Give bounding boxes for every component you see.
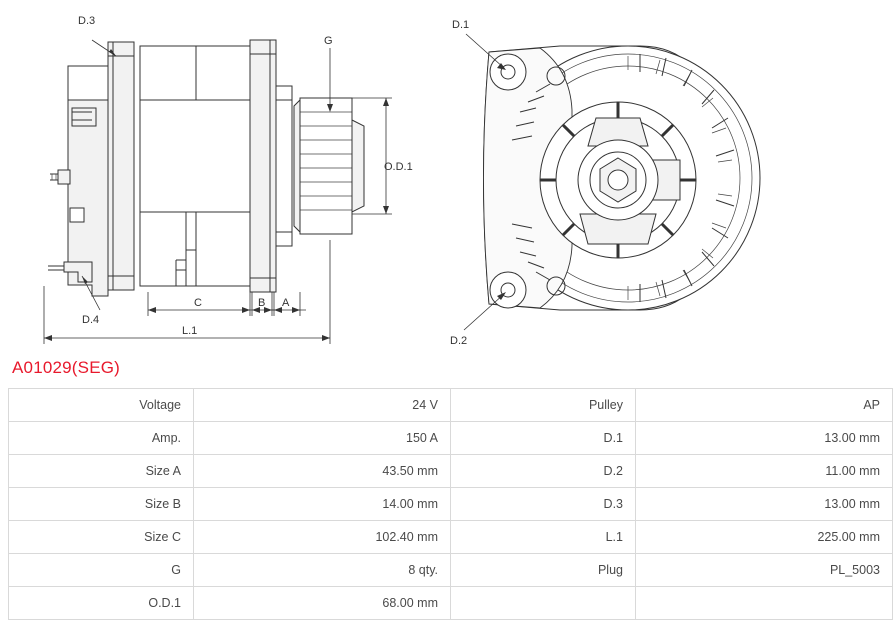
table-row [9, 455, 893, 488]
table-row [9, 389, 893, 422]
callout-d3: D.3 [78, 15, 96, 27]
spec-label: Voltage [9, 389, 194, 422]
spec-value: 68.00 mm [194, 587, 451, 620]
spec-value: 225.00 mm [636, 521, 893, 554]
callout-d2: D.2 [450, 335, 468, 347]
spec-label: Pulley [451, 389, 636, 422]
spec-value: 14.00 mm [194, 488, 451, 521]
table-row [9, 488, 893, 521]
table-row [9, 587, 893, 620]
spec-label: Size C [9, 521, 194, 554]
callout-c: C [194, 297, 202, 309]
spec-label: O.D.1 [9, 587, 194, 620]
callout-b: B [258, 297, 266, 309]
callout-d4: D.4 [82, 314, 100, 326]
spec-label: L.1 [451, 521, 636, 554]
spec-label: G [9, 554, 194, 587]
spec-label: Plug [451, 554, 636, 587]
callout-a: A [282, 297, 290, 309]
spec-empty-cell [636, 587, 893, 620]
spec-value: 11.00 mm [636, 455, 893, 488]
table-row [9, 521, 893, 554]
callout-d1: D.1 [452, 19, 470, 31]
spec-label: D.3 [451, 488, 636, 521]
side-view-drawing [44, 15, 413, 344]
spec-value: PL_5003 [636, 554, 893, 587]
table-row [9, 422, 893, 455]
callout-l1: L.1 [182, 325, 198, 337]
spec-label: Size B [9, 488, 194, 521]
spec-label: D.2 [451, 455, 636, 488]
callout-g: G [324, 35, 333, 47]
spec-value: 43.50 mm [194, 455, 451, 488]
front-view-drawing [450, 19, 760, 347]
spec-empty-cell [451, 587, 636, 620]
table-row [9, 554, 893, 587]
spec-value: 13.00 mm [636, 422, 893, 455]
page-title: A01029(SEG) [12, 358, 121, 377]
spec-value: 102.40 mm [194, 521, 451, 554]
callout-od1: O.D.1 [384, 161, 413, 173]
spec-value: 24 V [194, 389, 451, 422]
spec-value: AP [636, 389, 893, 422]
specifications-table [8, 388, 893, 620]
spec-value: 8 qty. [194, 554, 451, 587]
spec-label: Size A [9, 455, 194, 488]
spec-label: Amp. [9, 422, 194, 455]
spec-value: 13.00 mm [636, 488, 893, 521]
spec-value: 150 A [194, 422, 451, 455]
spec-label: D.1 [451, 422, 636, 455]
